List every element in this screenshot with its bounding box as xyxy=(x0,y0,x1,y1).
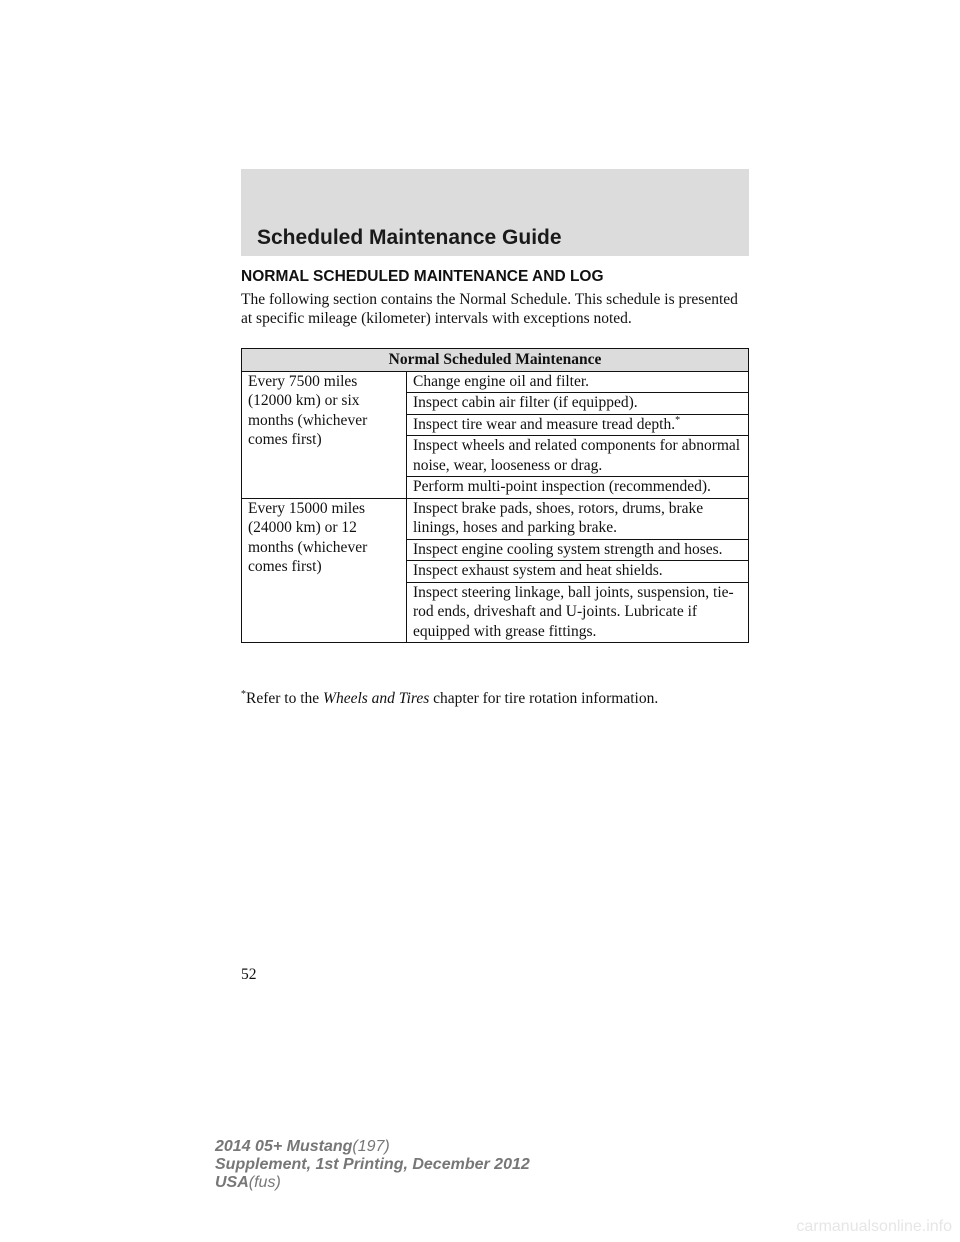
edition-info xyxy=(215,1138,530,1192)
task-cell xyxy=(407,414,749,436)
interval-cell: Every 15000 miles (24000 km) or 12 months (whichever comes first) xyxy=(242,498,407,643)
task-cell: Inspect wheels and related components for abnormal noise, wear, looseness or drag. xyxy=(407,436,749,477)
table-header-row xyxy=(242,349,749,372)
table-title: Normal Scheduled Maintenance xyxy=(242,349,749,372)
edition-printing: Supplement, 1st Printing, December 2012 xyxy=(215,1156,530,1173)
watermark: carmanualsonline.info xyxy=(796,1218,952,1235)
task-cell: Change engine oil and filter. xyxy=(407,371,749,393)
footnote-prefix: Refer to the xyxy=(246,690,320,707)
edition-market: USA xyxy=(215,1174,249,1191)
section-heading: NORMAL SCHEDULED MAINTENANCE AND LOG xyxy=(241,268,604,285)
page-number: 52 xyxy=(241,966,257,983)
edition-market-code: (fus) xyxy=(248,1174,281,1191)
table-row xyxy=(242,498,749,539)
task-cell: Inspect cabin air filter (if equipped). xyxy=(407,393,749,415)
task-text: Inspect tire wear and measure tread depth. xyxy=(413,415,676,433)
footnote-marker: * xyxy=(241,688,246,700)
task-cell: Inspect steering linkage, ball joints, suspension, tie-rod ends, driveshaft and U-joints. Lubricate if equipped with grease fittings. xyxy=(407,582,749,643)
task-cell: Inspect brake pads, shoes, rotors, drums, brake linings, hoses and parking brake. xyxy=(407,498,749,539)
table-row xyxy=(242,371,749,393)
intro-paragraph: The following section contains the Normal Schedule. This schedule is presented at specific mileage (kilometer) intervals with exceptions noted. xyxy=(241,291,738,327)
header-band xyxy=(241,169,749,256)
edition-model: 2014 05+ Mustang xyxy=(215,1138,353,1155)
maintenance-table xyxy=(241,348,749,643)
edition-model-code: (197) xyxy=(352,1138,390,1155)
footnote-marker: * xyxy=(675,414,681,426)
footnote-chapter-ref: Wheels and Tires xyxy=(323,690,430,707)
task-cell: Inspect engine cooling system strength and hoses. xyxy=(407,539,749,561)
footnote-suffix: chapter for tire rotation information. xyxy=(433,690,659,707)
task-cell: Inspect exhaust system and heat shields. xyxy=(407,561,749,583)
page-title: Scheduled Maintenance Guide xyxy=(257,226,562,249)
task-cell: Perform multi-point inspection (recommended). xyxy=(407,477,749,499)
footnote xyxy=(241,689,658,708)
interval-cell: Every 7500 miles (12000 km) or six months (whichever comes first) xyxy=(242,371,407,498)
